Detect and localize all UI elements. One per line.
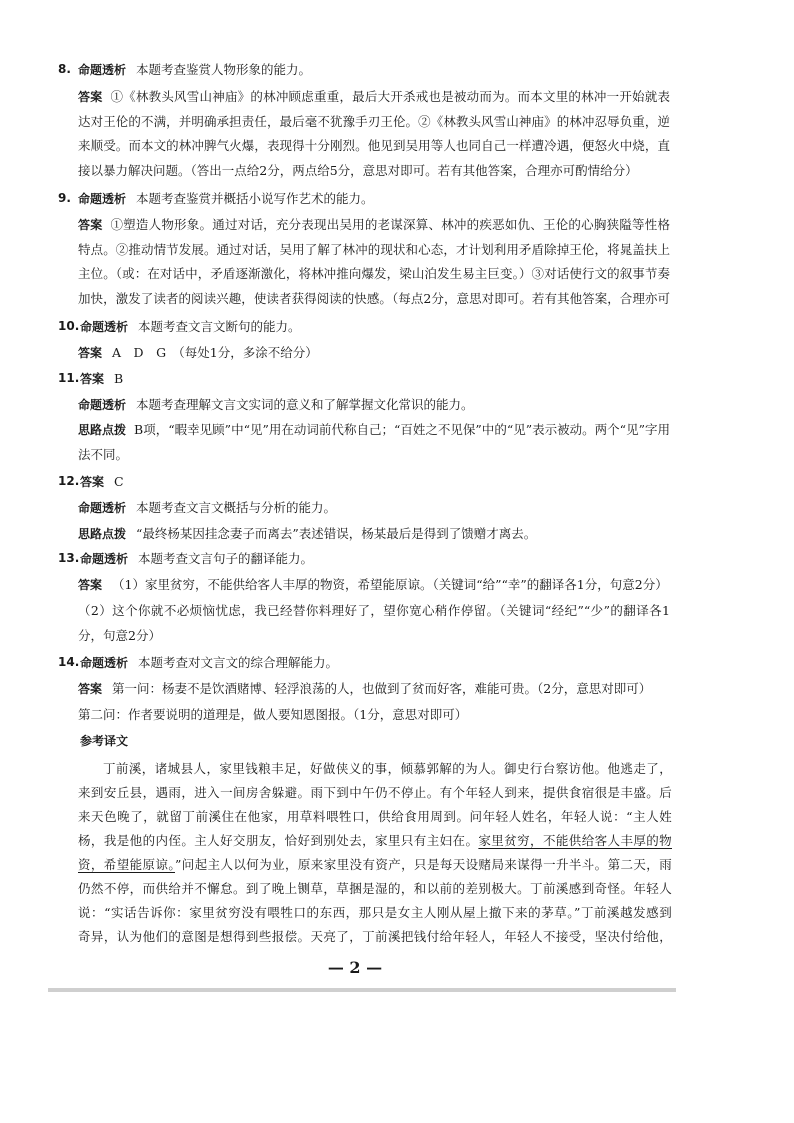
analysis-line (78, 397, 474, 413)
footer-divider (48, 988, 676, 992)
question-number: 14. (58, 655, 80, 669)
analysis-text: 本题考查文言句子的翻译能力。 (138, 551, 314, 566)
answer-line (78, 577, 668, 593)
answer-line (78, 681, 651, 697)
answer-block (78, 85, 670, 185)
answer-block (78, 213, 670, 313)
hint-line (78, 526, 536, 542)
analysis-text: 本题考查理解文言文实词的意义和了解掌握文化常识的能力。 (136, 397, 474, 412)
answer-label: 答案 (78, 682, 103, 696)
question-number: 12. (58, 474, 80, 488)
analysis-line (78, 62, 311, 78)
answer-text: （1）家里贫穷，不能供给客人丰厚的物资，希望能原谅。（关键词“给”“幸”的翻译各1分，句意2分） (112, 577, 668, 592)
analysis-text: 本题考查文言文概括与分析的能力。 (136, 500, 337, 515)
translation-part-2: ”问起主人以何为业，原来家里没有资产，只是每天设赌局来谋得一升半斗。第二天，雨仍然不停，而供给并不懈怠。到了晚上铡草，草捆是湿的，和以前的差别极大。丁前溪感到奇怪。年轻人说：“实话告诉你：家里贫穷没有喂牲口的东西，那只是女主人刚从屋上撤下来的茅草。”丁前溪越发感到奇异，认为他们的意图是想得到些报偿。天亮了，丁前溪把钱付给年轻人，年轻人不接受，坚决付给他， (78, 857, 672, 944)
reference-label (80, 733, 138, 749)
answer-text-2: 第二问：作者要说明的道理是，做人要知恩图报。（1分，意思对即可） (78, 707, 468, 722)
answer-line (80, 474, 124, 490)
answer-label: 答案 (80, 475, 105, 489)
answer-line (78, 345, 318, 361)
analysis-label: 命题透析 (78, 63, 127, 77)
analysis-label: 命题透析 (78, 192, 127, 206)
analysis-label: 命题透析 (80, 656, 129, 670)
answer-label: 答案 (78, 218, 103, 232)
analysis-line (80, 551, 313, 567)
hint-label: 思路点拨 (78, 527, 127, 541)
answer-label: 答案 (78, 346, 103, 360)
question-number: 13. (58, 551, 80, 565)
analysis-line (78, 191, 374, 207)
analysis-line (80, 319, 301, 335)
answer-label: 答案 (78, 90, 103, 104)
translation-underlined: 家里贫穷，不能供给客人丰厚的物资，希望能原谅。 (78, 833, 672, 872)
answer-text-2: （2）这个你就不必烦恼忧虑，我已经替你料理好了，望你宽心稍作停留。（关键词“经纪”“少”的翻译各1分，句意2分） (78, 603, 670, 643)
hint-block (78, 418, 670, 470)
answer-line (80, 371, 123, 387)
hint-text: B项，“暇幸见顾”中“见”用在动词前代称自己；“百姓之不见保”中的“见”表示被动。两个“见”字用法不同。 (78, 422, 670, 462)
answer-text: A D G （每处1分，多涂不给分） (112, 345, 318, 360)
hint-label: 思路点拨 (78, 423, 127, 437)
answer-text: 第一问：杨妻不是饮酒赌博、轻浮浪荡的人，也做到了贫而好客，难能可贵。（2分，意思对即可） (112, 681, 652, 696)
analysis-label: 命题透析 (78, 398, 127, 412)
translation-text (78, 757, 672, 949)
analysis-text: 本题考查文言文断句的能力。 (138, 319, 301, 334)
question-number: 11. (58, 371, 80, 385)
question-number: 10. (58, 319, 80, 333)
translation-part-1: 丁前溪，诸城县人，家里钱粮丰足，好做侠义的事，倾慕郭解的为人。御史行台察访他。他逃走了，来到安丘县，遇雨，进入一间房舍躲避。雨下到中午仍不停止。有个年轻人到来，提供食宿很是丰盛。后来天色晚了，就留丁前溪住在他家，用草料喂牲口，供给食用周到。问年轻人姓名，年轻人说：“主人姓杨，我是他的内侄。主人好交朋友，恰好到别处去，家里只有主妇在。 (78, 761, 672, 848)
answer-text: ①《林教头风雪山神庙》的林冲顾虑重重，最后大开杀戒也是被动而为。而本文里的林冲一开始就表达对王伦的不满，并明确承担责任，最后毫不犹豫手刃王伦。②《林教头风雪山神庙》的林冲忍辱负重，逆来顺受。而本文的林冲脾气火爆，表现得十分刚烈。他见到吴用等人也同自己一样遭冷遇，便怒火中烧，直接以暴力解决问题。（答出一点给2分，两点给5分，意思对即可。若有其他答案，合理亦可酌情给分） (78, 89, 670, 178)
answer-text: B (114, 371, 124, 386)
analysis-text: 本题考查鉴赏人物形象的能力。 (136, 62, 312, 77)
answer-label: 答案 (78, 578, 103, 592)
answer-label: 答案 (80, 372, 105, 386)
page-number: — 2 — (327, 958, 383, 977)
analysis-line (78, 500, 336, 516)
analysis-text: 本题考查鉴赏并概括小说写作艺术的能力。 (136, 191, 374, 206)
answer-text: ①塑造人物形象。通过对话，充分表现出吴用的老谋深算、林冲的疾恶如仇、王伦的心胸狭隘等性格特点。②推动情节发展。通过对话，吴用了解了林冲的现状和心态，才计划利用矛盾除掉王伦，将晁盖扶上主位。（或：在对话中，矛盾逐渐激化，将林冲推向爆发，梁山泊发生易主巨变。）③对话使行文的叙事节奏加快，激发了读者的阅读兴趣，使读者获得阅读的快感。（每点2分，意思对即可。若有其他答案，合理亦可 (78, 217, 670, 306)
analysis-label: 命题透析 (80, 552, 129, 566)
reference-label-text: 参考译文 (80, 734, 129, 748)
question-number: 8. (58, 62, 71, 76)
question-number: 9. (58, 191, 71, 205)
analysis-label: 命题透析 (78, 501, 127, 515)
answer-text: C (114, 474, 124, 489)
hint-text: “最终杨某因挂念妻子而离去”表述错误，杨某最后是得到了馈赠才离去。 (136, 526, 537, 541)
analysis-label: 命题透析 (80, 320, 129, 334)
analysis-text: 本题考查对文言文的综合理解能力。 (138, 655, 339, 670)
analysis-line (80, 655, 338, 671)
